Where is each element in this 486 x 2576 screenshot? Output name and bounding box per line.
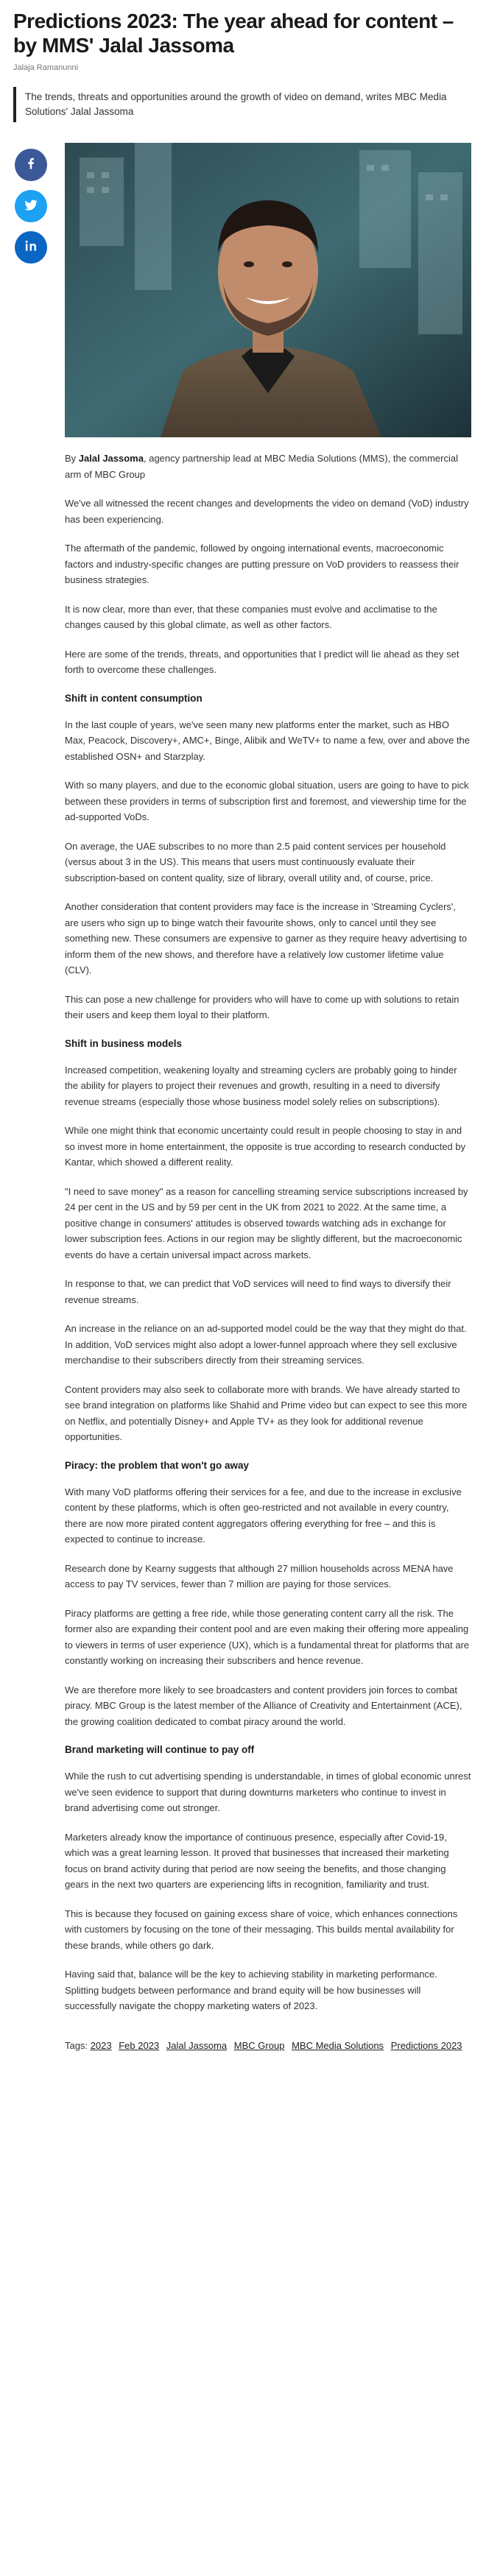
article-standfirst: The trends, threats and opportunities around the growth of video on demand, writes MBC Media Solutions' Jalal Jassoma	[13, 87, 473, 122]
tag-link[interactable]: Jalal Jassoma	[166, 2039, 228, 2051]
paragraph: This can pose a new challenge for providers who will have to come up with solutions to retain their users and keep them loyal to their platform.	[65, 993, 459, 1020]
tag-link[interactable]: MBC Group	[233, 2039, 285, 2051]
byline-author: Jalal Jassoma	[78, 453, 144, 464]
paragraph: This is because they focused on gaining excess share of voice, which enhances connections with customers by focusing on the tone of their messaging. This builds mental availability for these brands, while others go dark.	[65, 1908, 458, 1951]
paragraph: Content providers may also seek to collaborate more with brands. We have already started to see brand integration on platforms like Shahid and Prime video but can expect to see this more on Netflix, and potentially Disney+ and Apple TV+ as they look for additional revenue opportunities.	[65, 1383, 468, 1442]
paragraph: On average, the UAE subscribes to no more than 2.5 paid content services per household (versus about 3 in the US). This means that users must continuously evaluate their subscription-based on content quality, size of library, overall utility and, of course, price.	[65, 840, 446, 883]
tag-link[interactable]: 2023	[90, 2039, 112, 2051]
paragraph: We've all witnessed the recent changes and developments the video on demand (VoD) industry has been experiencing.	[65, 498, 469, 525]
paragraph: We are therefore more likely to see broadcasters and content providers join forces to combat piracy. MBC Group is the latest member of the Alliance of Creativity and Entertainment (ACE), the growing coalition dedicated to combat piracy around the world.	[65, 1684, 462, 1727]
twitter-share-button[interactable]	[15, 190, 47, 222]
article-title: Predictions 2023: The year ahead for content – by MMS' Jalal Jassoma	[13, 10, 454, 57]
article-main	[13, 143, 473, 2097]
paragraph: Having said that, balance will be the key to achieving stability in marketing performance. Splitting budgets between performance and brand equity will be how businesses will successfully navigate the choppy marketing waters of 2023.	[65, 1969, 437, 2011]
section-heading: Shift in content consumption	[65, 692, 202, 704]
paragraph: An increase in the reliance on an ad-supported model could be the way that they might do that. In addition, VoD services might also adopt a lower-funnel approach where they sell exclusive merchandise to their subscribers directly from their streaming services.	[65, 1323, 467, 1366]
tags-label: Tags:	[65, 2039, 91, 2051]
paragraph: With so many players, and due to the economic global situation, users are going to have to pick between these providers in terms of subscription first and foremost, and viewership time for the ad-supported VoDs.	[65, 780, 469, 822]
tag-link[interactable]: Feb 2023	[119, 2039, 160, 2051]
paragraph: In the last couple of years, we've seen many new platforms enter the market, such as HBO Max, Peacock, Discovery+, AMC+, Binge, Alibik and WeTV+ to name a few, over and above the established OSN+ and Starzplay.	[65, 719, 471, 762]
article-content	[65, 143, 471, 2097]
bottom-spacer	[65, 2053, 471, 2097]
tag-link[interactable]: Predictions 2023	[390, 2039, 462, 2051]
paragraph: "I need to save money" as a reason for cancelling streaming service subscriptions increased by 24 per cent in the US and by 59 per cent in the UK from 2021 to 2022. At the same time, a positive change in consumers' attitudes is observed towards watching ads in exchange for lower subscription fees. Actions in our region may be slightly different, but the macroeconomic events do have a certain universal impact across markets.	[65, 1185, 468, 1260]
byline	[65, 451, 471, 482]
paragraph: While one might think that economic uncertainty could result in people choosing to stay in and so invest more in home entertainment, the opposite is true according to research conducted by Kantar, which showed a different reality.	[65, 1125, 466, 1168]
paragraph: While the rush to cut advertising spending is understandable, in times of global economic unrest we've seen evidence to support that during downturns marketers who continue to invest in brand advertising come out stronger.	[65, 1771, 471, 1813]
byline-prefix: By	[65, 453, 79, 464]
paragraph: Marketers already know the importance of continuous presence, especially after Covid-19, which was a great learning lesson. It proved that businesses that increased their marketing focus on brand activity during that period are now seeing the benefits, and those changing gears in the next two quarters are experiencing lifts in recognition, familiarity and trust.	[65, 1831, 449, 1890]
twitter-icon	[24, 197, 38, 216]
section-heading: Shift in business models	[65, 1037, 183, 1049]
share-bar	[15, 149, 50, 272]
paragraph: With many VoD platforms offering their services for a fee, and due to the increase in exclusive content by these platforms, which is often geo-restricted and not available in every country, there are now more pirated content aggregators offering everything for free – and this is expected to continue to increase.	[65, 1486, 462, 1545]
hero-image-author-portrait	[65, 143, 471, 437]
paragraph: Research done by Kearny suggests that although 27 million households across MENA have access to pay TV services, fewer than 7 million are paying for those services.	[65, 1562, 454, 1589]
facebook-icon	[24, 156, 38, 174]
paragraph: It is now clear, more than ever, that these companies must evolve and acclimatise to the changes caused by this global climate, as well as other factors.	[65, 603, 437, 630]
paragraph: Another consideration that content providers may face is the increase in 'Streaming Cyclers', are users who sign up to binge watch their favourite shows, only to cancel until they see something new. These consumers are expensive to garner as they require heavy advertising to inform them of the new shows, and therefore have a relatively low customer lifetime value (CLV).	[65, 901, 468, 975]
linkedin-icon	[24, 239, 38, 257]
tags-list	[65, 2039, 471, 2053]
linkedin-share-button[interactable]	[15, 231, 47, 264]
byline-role: , agency partnership lead at MBC Media Solutions (MMS), the commercial arm of MBC Group	[65, 453, 458, 480]
facebook-share-button[interactable]	[15, 149, 47, 181]
paragraph: Here are some of the trends, threats, and opportunities that I predict will lie ahead as they set forth to overcome these challenges.	[65, 648, 459, 675]
paragraph: Increased competition, weakening loyalty and streaming cyclers are probably going to hinder the ability for players to project their revenues and growth, resulting in a need to diversify revenue streams (especially those whose business model solely relies on subscriptions).	[65, 1064, 457, 1107]
paragraph: Piracy platforms are getting a free ride, while those generating content carry all the risk. The former also are expanding their content pool and are even making their offering more appealing to viewers in terms of user experience (UX), which is a fundamental threat for platforms that are constantly working on increasing their subscribers and hence revenue.	[65, 1607, 470, 1666]
section-heading: Piracy: the problem that won't go away	[65, 1459, 250, 1471]
paragraph: In response to that, we can predict that VoD services will need to find ways to diversify their revenue streams.	[65, 1278, 451, 1305]
paragraph: The aftermath of the pandemic, followed by ongoing international events, macroeconomic factors and industry-specific changes are putting pressure on VoD providers to reassess their business strategies.	[65, 543, 459, 585]
section-heading: Brand marketing will continue to pay off	[65, 1744, 255, 1755]
author-name[interactable]: Jalaja Ramanunni	[13, 63, 79, 72]
tag-link[interactable]: MBC Media Solutions	[292, 2039, 384, 2051]
